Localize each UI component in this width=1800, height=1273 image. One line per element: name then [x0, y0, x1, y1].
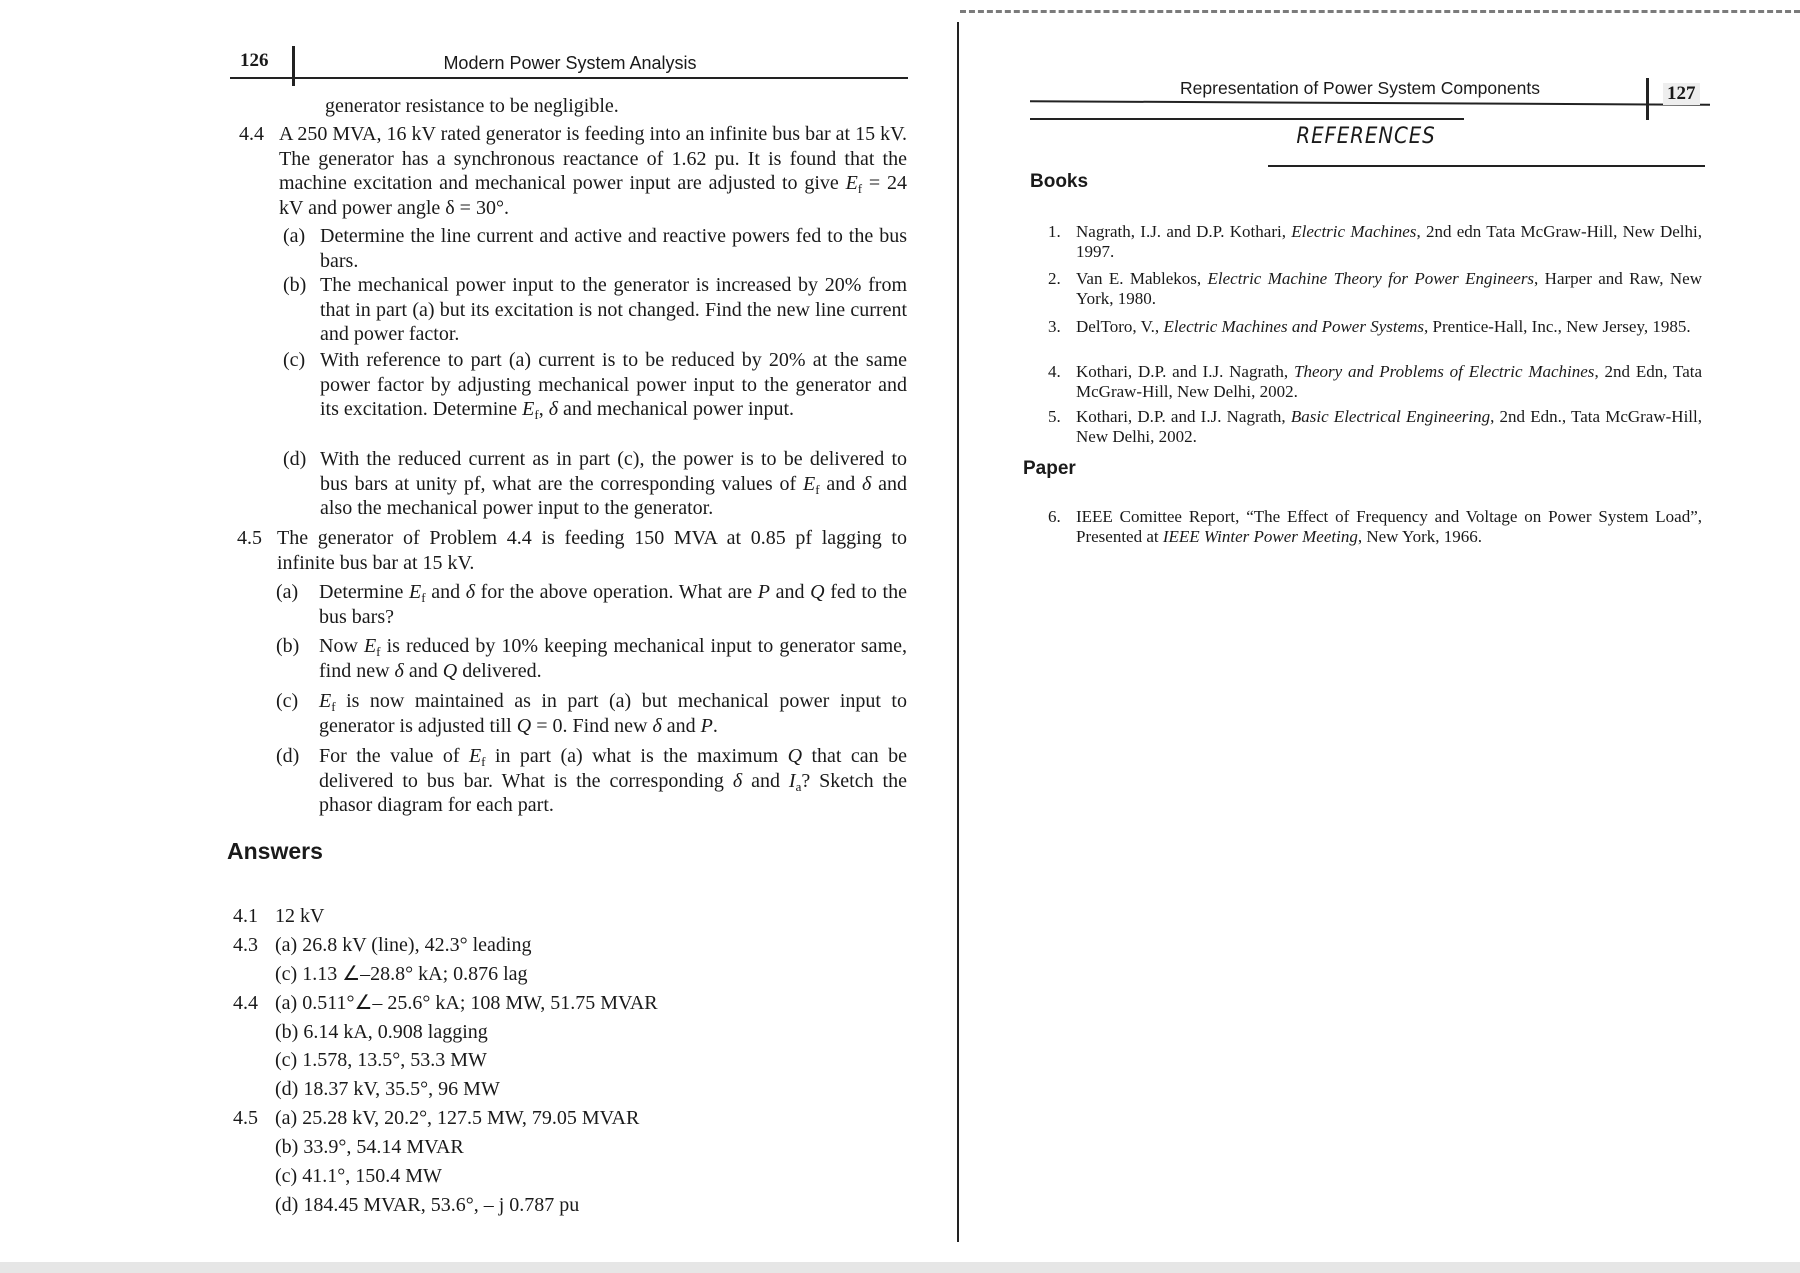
page-number: 127: [1663, 83, 1700, 105]
answer-text: (b) 33.9°, 54.14 MVAR: [275, 1136, 464, 1159]
problem-part: [283, 348, 907, 422]
text-segment: , 2nd edn Tata McGraw-Hill, New Delhi, 1997.: [1076, 222, 1702, 261]
text-segment: = 0. Find new: [531, 714, 653, 737]
text-segment: ? Sketch the phasor diagram for each part.: [319, 769, 907, 816]
reference-number: 3.: [1048, 317, 1061, 336]
references-heading: REFERENCES: [1296, 124, 1436, 149]
reference-number: 1.: [1048, 222, 1061, 241]
text-segment: Now: [319, 635, 364, 657]
italic-text: E: [409, 581, 422, 603]
part-label: (c): [283, 349, 306, 371]
heading-rule: [1268, 165, 1705, 167]
answer-row: [233, 1191, 833, 1220]
text-segment: Determine: [319, 581, 410, 603]
italic-text: δ: [548, 398, 559, 420]
part-label: (c): [276, 690, 299, 712]
text-segment: Kothari, D.P. and I.J. Nagrath,: [1076, 407, 1291, 426]
text-segment: for the above operation. What are: [475, 581, 758, 603]
italic-text: E: [522, 398, 535, 420]
problem-number: 4.5: [237, 527, 262, 549]
text-segment: , Harper and Raw, New York, 1980.: [1076, 269, 1702, 308]
italic-text: Electric Machine Theory for Power Engineers: [1207, 269, 1535, 288]
continuation-text: generator resistance to be negligible.: [325, 95, 619, 117]
text-segment: , New York, 1966.: [1357, 526, 1483, 546]
italic-text: E: [319, 690, 332, 712]
subscript-text: f: [534, 406, 539, 422]
reference-item: [1048, 507, 1702, 546]
problem-part: [276, 634, 907, 683]
italic-text: Electric Machines: [1291, 222, 1417, 241]
text-segment: Determine the line current and active and reactive powers fed to the bus bars.: [320, 225, 907, 272]
problem-4-4: [239, 122, 907, 220]
italic-text: δ: [732, 769, 743, 792]
italic-text: E: [468, 745, 482, 767]
answer-row: [233, 1046, 833, 1075]
text-segment: With the reduced current as in part (c), the power is to be delivered to bus bars at unity pf, what are the corresponding values of: [320, 448, 907, 495]
italic-text: P: [700, 714, 713, 737]
part-text: [319, 744, 907, 818]
text-segment: The generator of Problem 4.4 is feeding 150 MVA at 0.85 pf lagging to infinite bus bar at 15 kV.: [277, 527, 907, 574]
answer-text: (a) 26.8 kV (line), 42.3° leading: [275, 933, 532, 956]
text-segment: and: [770, 581, 811, 603]
header-rule: [230, 77, 908, 79]
text-segment: The mechanical power input to the generator is increased by 20% from that in part (a) but its excitation is not changed. Find the new line current and power factor.: [320, 274, 907, 345]
reference-number: 2.: [1048, 269, 1061, 288]
problem-part: [283, 224, 907, 273]
paper-heading: Paper: [1023, 458, 1076, 479]
reference-text: [1076, 507, 1702, 546]
problem-part: [276, 580, 907, 629]
italic-text: P: [757, 581, 770, 603]
page-spine-line: [957, 22, 959, 1242]
text-segment: and: [425, 581, 466, 603]
answer-text: (c) 1.13 ∠–28.8° kA; 0.876 lag: [275, 962, 528, 985]
answer-row: [233, 1075, 833, 1104]
text-segment: delivered.: [457, 659, 542, 682]
italic-text: E: [363, 635, 377, 657]
problem-part: [283, 447, 907, 521]
italic-text: Q: [787, 745, 803, 767]
part-label: (a): [276, 581, 299, 603]
answer-row: [233, 1018, 833, 1047]
header-bar: [1646, 78, 1649, 120]
italic-text: I: [788, 769, 796, 792]
reference-number: 4.: [1048, 362, 1061, 381]
answer-text: (d) 184.45 MVAR, 53.6°, – j 0.787 pu: [275, 1193, 580, 1216]
text-segment: , 2nd Edn, Tata McGraw-Hill, New Delhi, 2002.: [1076, 362, 1703, 401]
text-segment: , Prentice-Hall, Inc., New Jersey, 1985.: [1424, 317, 1691, 336]
reference-text: [1076, 269, 1702, 308]
part-text: [319, 634, 907, 683]
problem-text: [279, 122, 907, 220]
answers-list: [233, 902, 833, 1220]
italic-text: Q: [516, 714, 532, 737]
part-label: (a): [283, 225, 306, 247]
italic-text: δ: [465, 581, 476, 603]
subscript-text: f: [376, 643, 381, 659]
text-segment: and: [403, 659, 443, 682]
italic-text: Basic Electrical Engineering: [1290, 407, 1491, 426]
text-segment: and: [742, 769, 789, 792]
answer-row: [233, 960, 833, 989]
text-segment: that can be delivered to bus bar. What is the corresponding: [319, 745, 907, 792]
reference-item: [1048, 222, 1702, 261]
answer-text: (c) 1.578, 13.5°, 53.3 MW: [275, 1049, 487, 1072]
subscript-text: f: [481, 753, 486, 769]
answer-number: 4.1: [233, 905, 258, 927]
answer-row: [233, 931, 833, 960]
problem-part: [283, 273, 907, 347]
subscript-text: f: [421, 589, 426, 605]
books-heading: Books: [1030, 171, 1089, 192]
italic-text: δ: [394, 659, 404, 682]
text-segment: fed to the bus bars?: [319, 581, 907, 628]
answer-text: (c) 41.1°, 150.4 MW: [275, 1165, 442, 1188]
scan-bottom-band: [0, 1262, 1800, 1273]
text-segment: Kothari, D.P. and I.J. Nagrath,: [1076, 362, 1294, 381]
running-title: Representation of Power System Components: [1180, 78, 1540, 98]
text-segment: IEEE Comittee Report, “The Effect of Frequency and Voltage on Power System Load”, Presented at: [1076, 507, 1702, 546]
text-segment: and also the mechanical power input to the generator.: [320, 472, 907, 519]
header-rule: [1030, 100, 1710, 105]
text-segment: is reduced by 10% keeping mechanical input to generator same, find new: [319, 635, 907, 682]
problem-number: 4.4: [239, 123, 264, 145]
subscript-text: a: [795, 778, 802, 794]
problem-part: [276, 744, 907, 818]
italic-text: δ: [862, 472, 872, 495]
reference-text: [1076, 317, 1702, 337]
text-segment: Van E. Mablekos,: [1076, 269, 1208, 288]
answer-number: 4.4: [233, 991, 258, 1014]
reference-item: [1048, 407, 1702, 446]
italic-text: Electric Machines and Power Systems: [1163, 317, 1425, 336]
reference-text: [1076, 362, 1702, 401]
italic-text: E: [802, 472, 816, 495]
problem-part: [276, 689, 907, 738]
answer-number: 4.5: [233, 1107, 258, 1130]
part-text: [319, 689, 907, 738]
text-segment: ,: [538, 398, 549, 420]
italic-text: Q: [442, 659, 458, 682]
text-segment: A 250 MVA, 16 kV rated generator is feeding into an infinite bus bar at 15 kV. The generator has a synchronous reactance of 1.62 pu. It is found that the machine excitation and mechanical power input are adjusted to give: [279, 123, 907, 194]
answer-number: 4.3: [233, 933, 258, 956]
problem-text: [277, 526, 907, 575]
part-text: [320, 348, 907, 422]
italic-text: δ: [652, 714, 662, 737]
text-segment: and: [819, 472, 863, 495]
reference-text: [1076, 407, 1702, 446]
text-segment: and: [661, 714, 701, 737]
answer-text: (a) 25.28 kV, 20.2°, 127.5 MW, 79.05 MVAR: [275, 1107, 640, 1130]
answer-row: [233, 989, 833, 1018]
part-text: [320, 447, 907, 521]
header-rule-secondary: [1030, 118, 1464, 120]
text-segment: in part (a) what is the maximum: [485, 745, 788, 767]
italic-text: IEEE Winter Power Meeting: [1162, 526, 1358, 546]
running-title: Modern Power System Analysis: [443, 53, 697, 73]
text-segment: DelToro, V.,: [1076, 317, 1164, 336]
reference-item: [1048, 317, 1702, 337]
text-segment: .: [712, 714, 718, 737]
answer-row: [233, 1162, 833, 1191]
italic-text: Theory and Problems of Electric Machines: [1293, 362, 1595, 381]
text-segment: , 2nd Edn., Tata McGraw-Hill, New Delhi, 2002.: [1076, 407, 1702, 446]
text-segment: With reference to part (a) current is to be reduced by 20% at the same power factor by adjusting mechanical power input to the generator and its excitation. Determine: [320, 349, 907, 420]
part-label: (d): [276, 745, 300, 767]
answers-heading: Answers: [227, 838, 323, 864]
part-text: [320, 224, 907, 273]
scan-top-edge: [960, 10, 1800, 13]
header-bar: [292, 46, 295, 86]
text-segment: Nagrath, I.J. and D.P. Kothari,: [1076, 222, 1292, 241]
part-label: (d): [283, 448, 307, 470]
subscript-text: f: [815, 481, 820, 497]
subscript-text: f: [331, 698, 336, 714]
reference-item: [1048, 269, 1702, 308]
answer-text: 12 kV: [275, 905, 325, 927]
part-label: (b): [283, 274, 307, 296]
part-text: [320, 273, 907, 347]
answer-row: [233, 902, 833, 931]
answer-row: [233, 1133, 833, 1162]
problem-4-5: [237, 526, 907, 575]
text-segment: = 24 kV and power angle δ = 30°.: [279, 172, 907, 219]
answer-row: [233, 1104, 833, 1133]
reference-number: 5.: [1048, 407, 1061, 426]
answer-text: (a) 0.511°∠– 25.6° kA; 108 MW, 51.75 MVAR: [275, 991, 658, 1014]
text-segment: and mechanical power input.: [558, 398, 795, 420]
page-number: 126: [240, 50, 269, 71]
answer-text: (b) 6.14 kA, 0.908 lagging: [275, 1020, 488, 1043]
reference-number: 6.: [1048, 507, 1061, 526]
reference-item: [1048, 362, 1702, 401]
answer-text: (d) 18.37 kV, 35.5°, 96 MW: [275, 1078, 500, 1101]
text-segment: For the value of: [319, 745, 469, 767]
italic-text: Q: [810, 581, 825, 603]
part-text: [319, 580, 907, 629]
part-label: (b): [276, 635, 300, 657]
reference-text: [1076, 222, 1702, 261]
text-segment: is now maintained as in part (a) but mechanical power input to generator is adjusted till: [319, 690, 907, 737]
subscript-text: f: [857, 180, 863, 196]
italic-text: E: [845, 172, 858, 194]
